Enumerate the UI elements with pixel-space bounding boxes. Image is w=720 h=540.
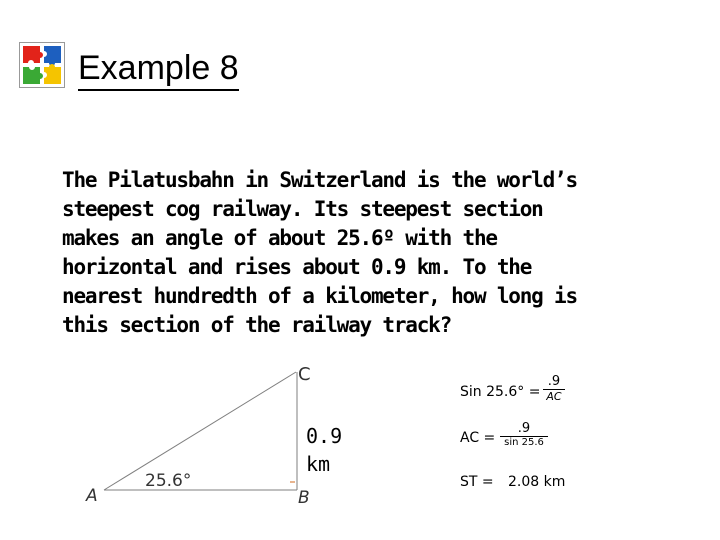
problem-line: makes an angle of about 25.6º with the	[62, 226, 497, 250]
vertex-c-label: C	[298, 364, 311, 385]
vertex-b-label: B	[298, 488, 310, 508]
work-line2-denominator: sin 25.6	[504, 437, 544, 448]
problem-line: The Pilatusbahn in Switzerland is the world’s	[62, 168, 577, 192]
problem-line: steepest cog railway. Its steepest section	[62, 197, 543, 221]
work-line2-fraction	[500, 421, 548, 448]
side-length-value: 0.9	[306, 424, 343, 448]
work-line1-denominator: AC	[546, 390, 562, 403]
work-line2-left: AC =	[460, 430, 496, 446]
side-length-label	[306, 422, 342, 478]
vertex-a-label: A	[86, 486, 98, 506]
work-line1-left: Sin 25.6° =	[460, 384, 541, 400]
side-length-unit: km	[306, 452, 331, 476]
work-line1-numerator: .9	[543, 374, 565, 390]
hypotenuse-ac	[104, 372, 296, 490]
angle-label: 25.6°	[145, 471, 192, 491]
slide-title: Example 8	[78, 48, 239, 91]
work-line3-left: ST =	[460, 474, 494, 490]
problem-line: horizontal and rises about 0.9 km. To the	[62, 255, 532, 279]
problem-line: nearest hundredth of a kilometer, how long is	[62, 284, 577, 308]
work-line2-numerator: .9	[500, 421, 548, 437]
work-line3-value: 2.08 km	[508, 474, 566, 490]
problem-line: this section of the railway track?	[62, 313, 452, 337]
work-line1-fraction	[543, 374, 565, 403]
